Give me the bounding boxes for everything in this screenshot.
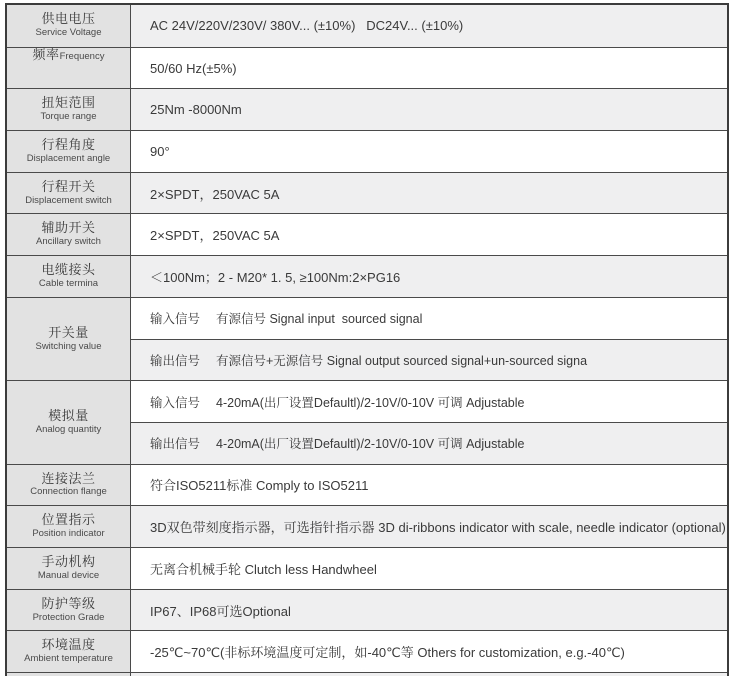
row-label — [7, 506, 131, 547]
subrow-key: 输入信号 — [150, 312, 201, 327]
label-zh: 行程开关 — [41, 178, 96, 194]
row-label — [7, 256, 131, 297]
label-en: Frequency — [59, 50, 105, 62]
row-ancillary-switch — [7, 213, 727, 255]
subrow-input-signal — [131, 298, 727, 339]
row-displacement-switch — [7, 172, 727, 214]
subrow-value: 有源信号 Signal input sourced signal — [216, 312, 423, 327]
label-zh: 辅助开关 — [41, 220, 96, 236]
label-en: Position indicator — [32, 528, 105, 540]
row-label — [7, 381, 131, 463]
label-en: Analog quantity — [35, 423, 102, 435]
label-zh: 开关量 — [48, 324, 89, 340]
row-label — [7, 465, 131, 506]
row-label — [7, 48, 131, 89]
label-en: Ambient temperature — [24, 653, 113, 665]
row-value: 2×SPDT，250VAC 5A — [131, 173, 727, 214]
subrow-key: 输出信号 — [150, 353, 201, 368]
row-cable-terminal — [7, 255, 727, 297]
subrows — [131, 381, 727, 463]
label-zh: 连接法兰 — [41, 470, 96, 486]
subrow-output-signal — [131, 422, 727, 464]
subrow-output-signal — [131, 339, 727, 381]
subrow-value: 4-20mA(出厂设置Defaultl)/2-10V/0-10V 可调 Adjustable — [216, 437, 525, 452]
label-en: Displacement angle — [26, 152, 111, 164]
row-label — [7, 631, 131, 672]
row-torque-range — [7, 88, 727, 130]
label-en: Displacement switch — [25, 194, 112, 206]
subrow-key: 输入信号 — [150, 395, 201, 410]
row-value: 90° — [131, 131, 727, 172]
row-value: 2×SPDT，250VAC 5A — [131, 214, 727, 255]
row-frequency — [7, 47, 727, 89]
label-en: Connection flange — [30, 486, 107, 498]
row-label — [7, 548, 131, 589]
row-label — [7, 89, 131, 130]
row-protection-grade — [7, 589, 727, 631]
label-en: Ancillary switch — [36, 236, 101, 248]
row-value: 3D双色带刻度指示器，可选指针指示器 3D di-ribbons indicator with scale, needle indicator (optional) — [131, 506, 727, 547]
label-en: Cable termina — [38, 277, 99, 289]
row-service-voltage — [7, 5, 727, 47]
label-zh: 行程角度 — [41, 136, 96, 152]
row-label — [7, 131, 131, 172]
subrow-value: 有源信号+无源信号 Signal output sourced signal+un-sourced signa — [216, 353, 588, 368]
row-switching-value — [7, 297, 727, 380]
row-label — [7, 298, 131, 380]
row-value: ＜100Nm；2 - M20* 1. 5, ≥100Nm:2×PG16 — [131, 256, 727, 297]
row-analog-quantity — [7, 380, 727, 463]
label-zh: 频率 — [32, 46, 60, 62]
row-ambient-temperature — [7, 630, 727, 672]
label-en: Manual device — [37, 569, 100, 581]
subrows — [131, 298, 727, 380]
label-zh: 电缆接头 — [41, 262, 96, 278]
label-zh: 扭矩范围 — [41, 95, 96, 111]
label-zh: 模拟量 — [48, 407, 89, 423]
label-en: Torque range — [40, 111, 97, 123]
row-manual-device — [7, 547, 727, 589]
row-value: IP67、IP68可选Optional — [131, 590, 727, 631]
row-label — [7, 590, 131, 631]
row-value: -25℃~70℃(非标环境温度可定制，如-40℃等 Others for customization, e.g.-40℃) — [131, 631, 727, 672]
subrow-key: 输出信号 — [150, 437, 201, 452]
label-zh: 位置指示 — [41, 512, 96, 528]
row-value: 50/60 Hz(±5%) — [131, 48, 727, 89]
next-row-clipped — [7, 672, 727, 676]
row-value: 无离合机械手轮 Clutch less Handwheel — [131, 548, 727, 589]
row-value: 符合ISO5211标准 Comply to ISO5211 — [131, 465, 727, 506]
row-value: 25Nm -8000Nm — [131, 89, 727, 130]
label-en: Switching value — [35, 340, 102, 352]
subrow-input-signal — [131, 381, 727, 422]
row-position-indicator — [7, 505, 727, 547]
row-value: AC 24V/220V/230V/ 380V... (±10%) DC24V... (±10%) — [131, 5, 727, 47]
row-connection-flange — [7, 464, 727, 506]
label-zh: 手动机构 — [41, 553, 96, 569]
label-zh: 环境温度 — [41, 637, 96, 653]
row-displacement-angle — [7, 130, 727, 172]
label-en: Service Voltage — [35, 27, 102, 39]
subrow-value: 4-20mA(出厂设置Defaultl)/2-10V/0-10V 可调 Adjustable — [216, 395, 525, 410]
row-label — [7, 5, 131, 47]
label-en: Protection Grade — [32, 611, 105, 623]
label-zh: 防护等级 — [41, 595, 96, 611]
label-zh: 供电电压 — [41, 11, 96, 27]
row-label — [7, 214, 131, 255]
row-label — [7, 173, 131, 214]
spec-table — [5, 3, 729, 676]
